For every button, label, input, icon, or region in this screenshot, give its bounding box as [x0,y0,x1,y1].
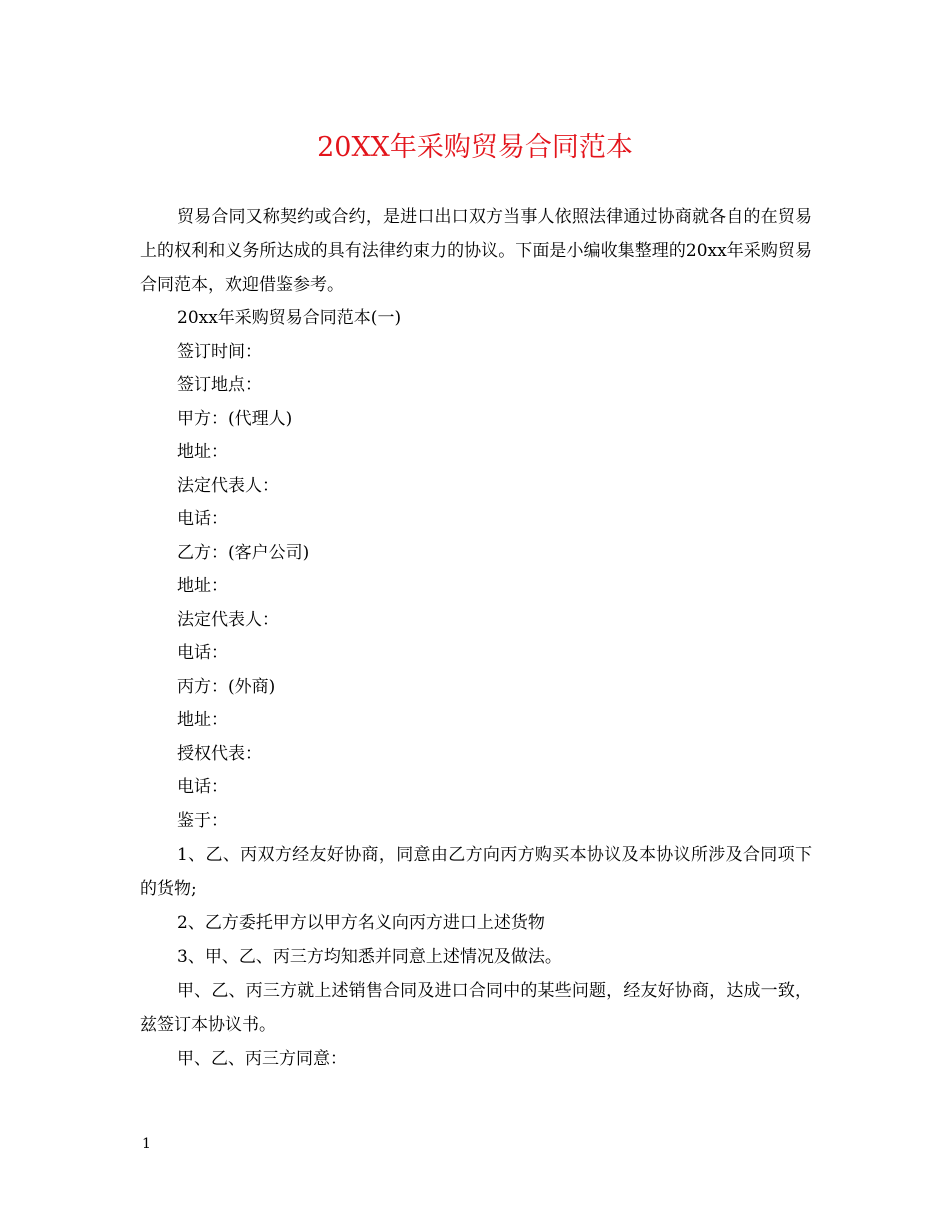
field-party-c-phone: 电话： [177,777,228,797]
field-party-a-legal-rep: 法定代表人： [177,475,279,496]
document-title: 20XX年采购贸易合同范本 [317,132,633,163]
field-party-b: 乙方：(客户公司) [177,542,310,563]
field-party-a: 甲方：(代理人) [177,408,293,429]
field-party-b-phone: 电话： [177,643,228,663]
field-party-c-auth-rep: 授权代表： [177,743,262,764]
field-whereas: 鉴于： [177,810,228,831]
page-number: 1 [142,1136,151,1152]
clause-3: 3、甲、乙、丙三方均知悉并同意上述情况及做法。 [177,947,562,967]
document-body [140,200,812,1076]
clause-2: 2、乙方委托甲方以甲方名义向丙方进口上述货物 [177,913,545,933]
field-sign-time: 签订时间： [177,341,262,362]
field-sign-place: 签订地点： [177,375,262,395]
field-party-b-legal-rep: 法定代表人： [177,609,279,630]
field-party-c: 丙方：(外商) [177,676,276,697]
field-party-a-address: 地址： [177,442,228,462]
section-heading: 20xx年采购贸易合同范本(一) [177,308,402,328]
agreement-intro: 甲、乙、丙三方同意： [177,1049,347,1069]
intro-paragraph: 贸易合同又称契约或合约，是进口出口双方当事人依照法律通过协商就各自的在贸易上的权利和义务所达成的具有法律约束力的协议。下面是小编收集整理的20xx年采购贸易合同范本，欢迎借鉴参考。 [140,207,812,295]
clause-1: 1、乙、丙双方经友好协商，同意由乙方向丙方购买本协议及本协议所涉及合同项下的货物; [140,845,812,899]
field-party-b-address: 地址： [177,576,228,596]
field-party-a-phone: 电话： [177,509,228,529]
field-party-c-address: 地址： [177,710,228,730]
closing-paragraph: 甲、乙、丙三方就上述销售合同及进口合同中的某些问题，经友好协商，达成一致，兹签订本协议书。 [140,981,812,1035]
